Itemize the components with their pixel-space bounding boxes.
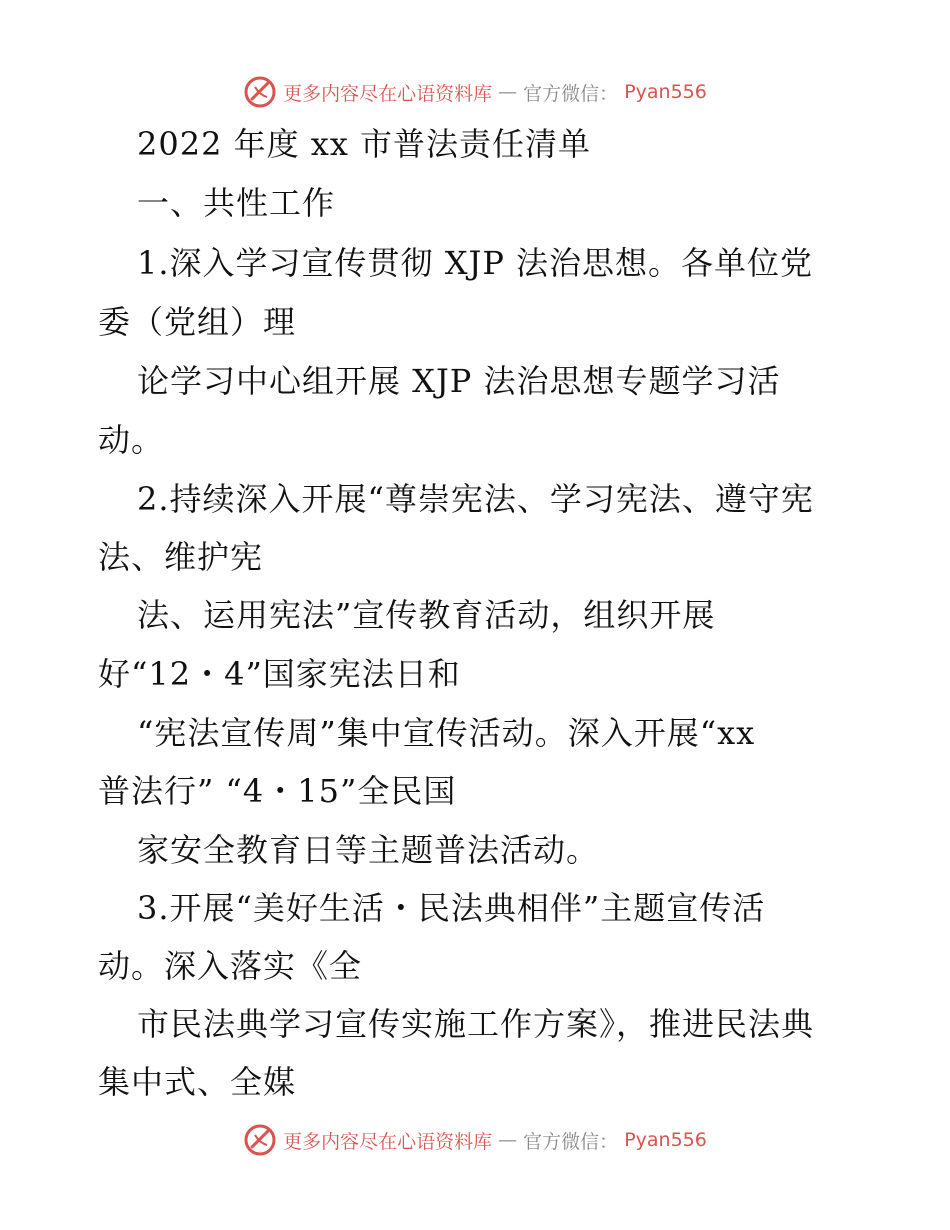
- paragraph-line: 论学习中心组开展 XJP 法治思想专题学习活: [137, 362, 781, 400]
- paragraph-line: 2.持续深入开展“尊崇宪法、学习宪法、遵守宪: [137, 480, 814, 518]
- watermark-text: 更多内容尽在心语资料库: [283, 82, 493, 105]
- header-watermark: [0, 72, 950, 112]
- watermark-separator: —: [498, 81, 518, 103]
- paragraph-line: 普法行” “4・15”全民国: [98, 772, 457, 810]
- paragraph-line: 法、运用宪法”宣传教育活动，组织开展: [137, 596, 716, 634]
- watermark-logo-icon: [243, 1123, 277, 1157]
- paragraph-line: 3.开展“美好生活・民法典相伴”主题宣传活: [137, 889, 766, 927]
- watermark-id: Pyan556: [624, 1129, 707, 1151]
- section-heading: 一、共性工作: [137, 184, 336, 222]
- watermark-separator: —: [498, 1129, 518, 1151]
- paragraph-line: 家安全教育日等主题普法活动。: [137, 831, 600, 869]
- paragraph-line: 动。深入落实《全: [98, 947, 363, 985]
- paragraph-line: 动。: [98, 421, 165, 459]
- watermark-logo-icon: [243, 75, 277, 109]
- paragraph-line: 集中式、全媒: [98, 1063, 297, 1101]
- watermark-id: Pyan556: [624, 81, 707, 103]
- footer-watermark: [0, 1120, 950, 1160]
- paragraph-line: 委（党组）理: [98, 303, 297, 341]
- watermark-text: 更多内容尽在心语资料库: [283, 1130, 493, 1153]
- watermark-label: 官方微信：: [523, 82, 619, 105]
- paragraph-line: 好“12・4”国家宪法日和: [98, 655, 461, 693]
- paragraph-line: 市民法典学习宣传实施工作方案》，推进民法典: [137, 1005, 815, 1043]
- paragraph-line: 1.深入学习宣传贯彻 XJP 法治思想。各单位党: [137, 244, 814, 282]
- paragraph-line: “宪法宣传周”集中宣传活动。深入开展“xx: [137, 714, 756, 752]
- paragraph-line: 法、维护宪: [98, 538, 264, 576]
- watermark-label: 官方微信：: [523, 1130, 619, 1153]
- document-title: 2022 年度 xx 市普法责任清单: [137, 125, 592, 163]
